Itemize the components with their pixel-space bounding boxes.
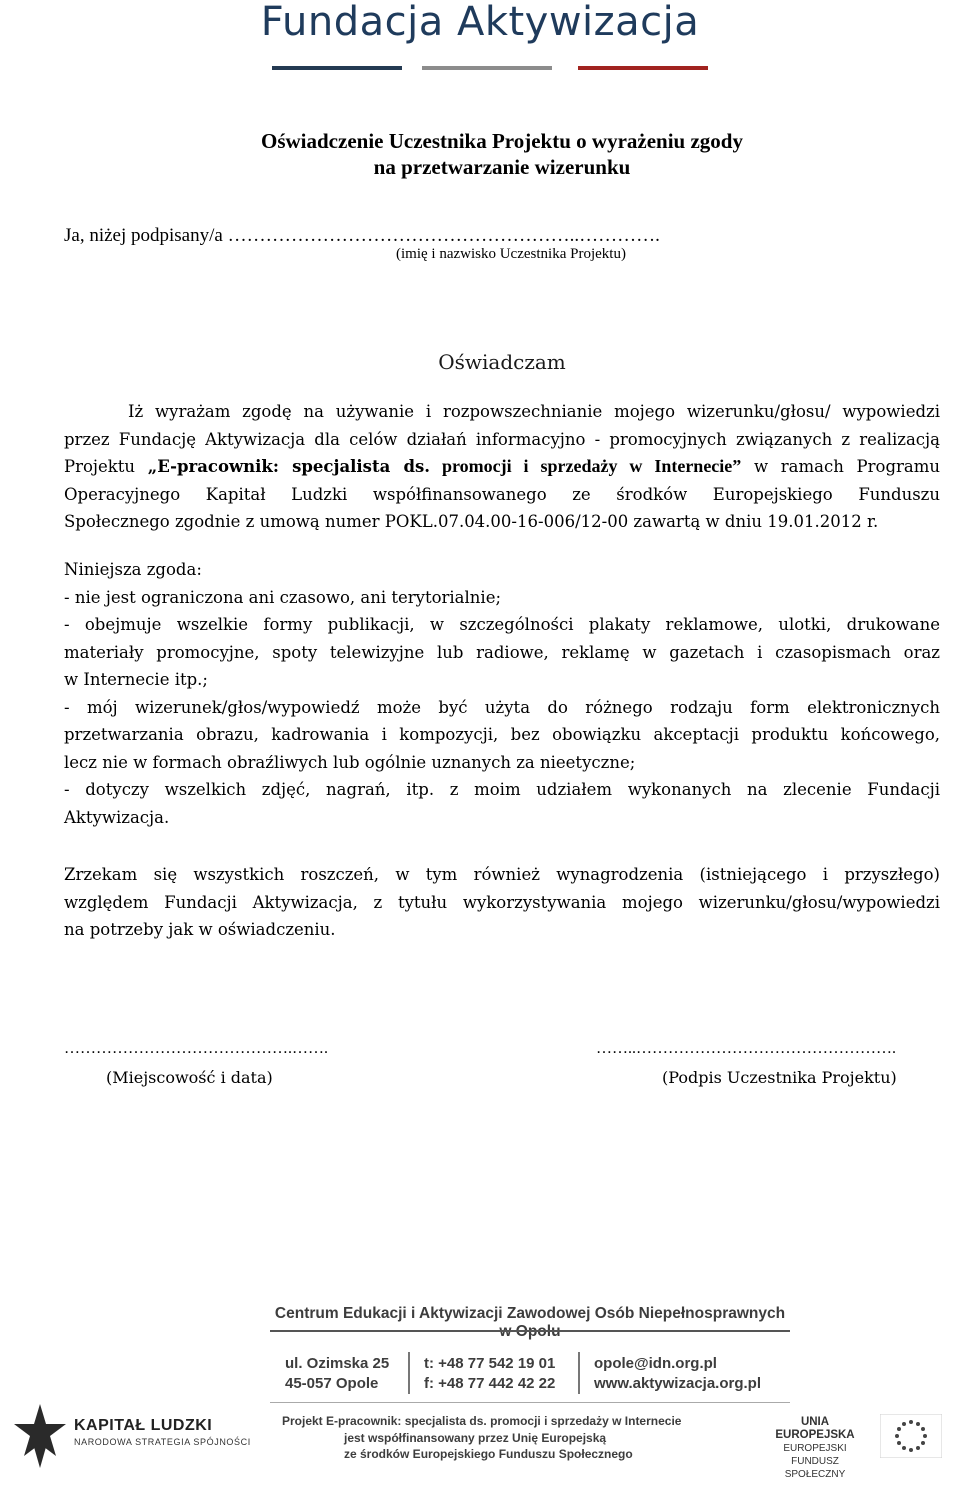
waiver-line: Zrzekam się wszystkich roszczeń, w tym również wynagrodzenia (istniejącego i przyszłego): [64, 865, 940, 884]
logo-bar-red: [578, 66, 708, 70]
consent-section: [64, 556, 940, 831]
project-funding-note: [282, 1413, 682, 1463]
footer-contacts: [594, 1354, 761, 1394]
footer-vertical-rule: [408, 1352, 410, 1394]
consent-heading: Niniejsza zgoda:: [64, 560, 202, 579]
footer-email: opole@idn.org.pl: [594, 1355, 717, 1372]
place-date-label: (Miejscowość i data): [106, 1068, 273, 1087]
declaration-line: Operacyjnego Kapitał Ludzki współfinansowanego ze środków Europejskiego Funduszu: [64, 484, 940, 504]
document-title-line1: Oświadczenie Uczestnika Projektu o wyrażeniu zgody: [261, 129, 743, 153]
consent-item: w Internecie itp.;: [64, 670, 208, 689]
declaration-line: Iż wyrażam zgodę na używanie i rozpowszechnianie mojego wizerunku/głosu/ wypowiedzi: [128, 402, 940, 421]
footer-website: www.aktywizacja.org.pl: [594, 1375, 761, 1392]
declaration-line-project: [64, 453, 940, 481]
logo-color-bars: [272, 66, 708, 70]
declaration-text: w ramach Programu: [741, 457, 941, 476]
consent-item: - nie jest ograniczona ani czasowo, ani terytorialnie;: [64, 587, 502, 607]
declaration-text: Projektu: [64, 457, 148, 476]
consent-item: przetwarzania obrazu, kadrowania i kompozycji, bez obowiązku akceptacji produktu końcowego,: [64, 725, 940, 744]
project-note-line: jest współfinansowany przez Unię Europejską: [344, 1430, 607, 1445]
footer-fax: f: +48 77 442 42 22: [424, 1375, 556, 1392]
footer-phone: t: +48 77 542 19 01: [424, 1355, 556, 1372]
project-name-cont: promocji i sprzedaży w Internecie”: [430, 456, 742, 476]
consent-item: materiały promocyjne, spoty telewizyjne lub radiowe, reklamę w gazetach i czasopismach oraz: [64, 642, 940, 662]
declaration-line: przez Fundację Aktywizacja dla celów działań informacyjno - promocyjnych związanych z realizacją: [64, 429, 940, 449]
footer-vertical-rule: [578, 1352, 580, 1394]
eu-subtitle: FUNDUSZ SPOŁECZNY: [784, 1456, 846, 1480]
footer-city: 45-057 Opole: [285, 1375, 379, 1392]
project-name: „E-pracownik: specjalista ds.: [147, 457, 431, 476]
signatory-name-field: Ja, niżej podpisany/a ………………………………………………..………….: [64, 225, 660, 246]
footer-divider: [270, 1330, 790, 1332]
kapital-ludzki-subtitle: NARODOWA STRATEGIA SPÓJNOŚCI: [74, 1437, 251, 1447]
waiver-line: względem Fundacji Aktywizacja, z tytułu wykorzystywania mojego wizerunku/głosu/wypowiedzi: [64, 892, 940, 912]
footer-street: ul. Ozimska 25: [285, 1355, 390, 1372]
declaration-line: Społecznego zgodnie z umową numer POKL.07.04.00-16-006/12-00 zawartą w dniu 19.01.2012 r.: [64, 512, 879, 531]
declaration-heading: Oświadczam: [438, 350, 566, 374]
consent-item: lecz nie w formach obraźliwych lub ogólnie uznanych za nieetyczne;: [64, 752, 636, 772]
foundation-logo-text: Fundacja Aktywizacja: [260, 0, 700, 45]
declaration-paragraph: [64, 398, 940, 536]
project-note-line: Projekt E-pracownik: specjalista ds. promocji i sprzedaży w Internecie: [282, 1414, 682, 1428]
kapital-ludzki-logo-text: KAPITAŁ LUDZKI: [74, 1417, 213, 1434]
place-date-dots: …………………………………….…….: [64, 1040, 328, 1057]
eu-title: UNIA EUROPEJSKA: [775, 1416, 855, 1441]
signatory-name-caption: (imię i nazwisko Uczestnika Projektu): [396, 246, 626, 262]
consent-item: - mój wizerunek/głos/wypowiedź może być użyta do różnego rodzaju form elektronicznych: [64, 697, 940, 717]
consent-item: - obejmuje wszelkie formy publikacji, w szczególności plakaty reklamowe, ulotki, drukowane: [64, 615, 940, 634]
kapital-ludzki-star-icon: [10, 1400, 70, 1472]
footer-divider: [270, 1402, 790, 1403]
waiver-paragraph: [64, 861, 940, 944]
logo-bar-gray: [422, 66, 552, 70]
eu-logo-text: [766, 1416, 864, 1481]
consent-item: - dotyczy wszelkich zdjęć, nagrań, itp. z moim udziałem wykonanych na zlecenie Fundacji: [64, 780, 940, 799]
waiver-line: na potrzeby jak w oświadczeniu.: [64, 920, 336, 939]
signature-label: (Podpis Uczestnika Projektu): [662, 1068, 897, 1087]
logo-bar-dark: [272, 66, 402, 70]
eu-flag-icon: [880, 1414, 942, 1458]
project-note-line: ze środków Europejskiego Funduszu Społecznego: [344, 1447, 633, 1461]
footer-center-name: Centrum Edukacji i Aktywizacji Zawodowej Osób Niepełnosprawnych: [274, 1305, 786, 1322]
footer-phones: [424, 1354, 555, 1394]
document-title-line2: na przetwarzanie wizerunku: [373, 155, 631, 179]
footer-address: [285, 1354, 389, 1394]
signature-dots: ……..………………………………………….: [596, 1040, 896, 1057]
eu-subtitle: EUROPEJSKI: [783, 1443, 847, 1454]
consent-item: Aktywizacja.: [64, 807, 170, 827]
